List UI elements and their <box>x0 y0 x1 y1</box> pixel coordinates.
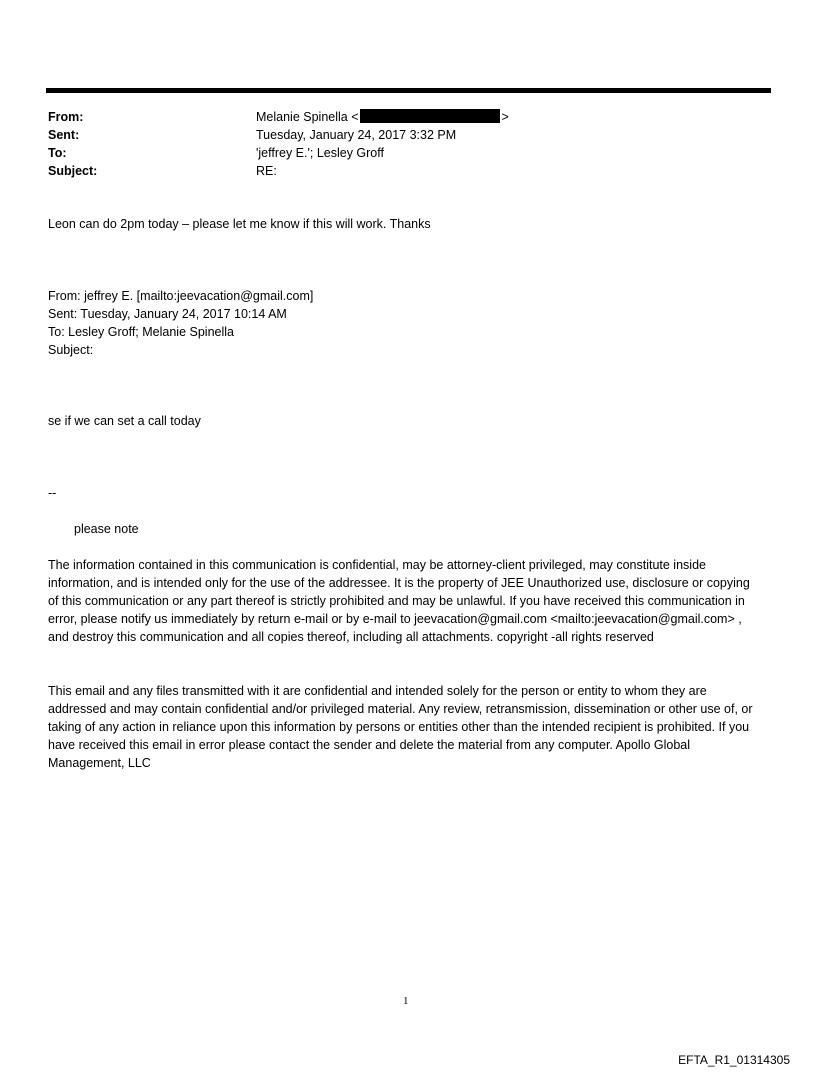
header-rule <box>46 88 771 93</box>
signature-separator: -- <box>48 486 57 500</box>
to-label: To: <box>48 146 67 160</box>
sent-value: Tuesday, January 24, 2017 3:32 PM <box>256 128 457 142</box>
sent-row <box>48 126 748 144</box>
from-value <box>256 108 509 126</box>
quoted-from-line: From: jeffrey E. [mailto:jeevacation@gmail.com] <box>48 289 314 303</box>
from-label: From: <box>48 110 84 124</box>
subject-value: RE: <box>256 164 277 178</box>
to-row <box>48 144 748 162</box>
quoted-subject-line: Subject: <box>48 343 94 357</box>
redaction-box <box>360 109 500 123</box>
sent-label: Sent: <box>48 128 80 142</box>
email-header <box>48 108 748 180</box>
to-value: 'jeffrey E.'; Lesley Groff <box>256 146 384 160</box>
from-row <box>48 108 748 126</box>
page-number: 1 <box>403 995 409 1007</box>
subject-row <box>48 162 748 180</box>
quoted-sent-line: Sent: Tuesday, January 24, 2017 10:14 AM <box>48 307 287 321</box>
document-id: EFTA_R1_01314305 <box>678 1053 790 1067</box>
reply-body: Leon can do 2pm today – please let me know if this will work. Thanks <box>48 217 431 231</box>
please-note: please note <box>74 522 139 536</box>
quoted-body: se if we can set a call today <box>48 414 201 428</box>
from-name: Melanie Spinella < <box>256 110 359 124</box>
disclaimer-apollo: This email and any files transmitted with it are confidential and intended solely for the person or entity to whom they are addressed and may contain confidential and/or privileged material. Any review, retransmission, dissemination or other use of, or taking of any action in reliance upon this information by persons or entities other than the intended recipient is prohibited. If you have received this email in error please contact the sender and delete the material from any computer. Apollo Global Management, LLC <box>48 684 753 770</box>
from-suffix: > <box>501 110 509 124</box>
subject-label: Subject: <box>48 164 98 178</box>
quoted-to-line: To: Lesley Groff; Melanie Spinella <box>48 325 234 339</box>
disclaimer-jee: The information contained in this communication is confidential, may be attorney-client privileged, may constitute inside information, and is intended only for the use of the addressee. It is the property of JEE Unauthorized use, disclosure or copying of this communication or any part thereof is strictly prohibited and may be unlawful. If you have received this communication in error, please notify us immediately by return e-mail or by e-mail to jeevacation@gmail.com <mailto:jeevacation@gmail.com> , and destroy this communication and all copies thereof, including all attachments. copyright -all rights reserved <box>48 558 750 644</box>
